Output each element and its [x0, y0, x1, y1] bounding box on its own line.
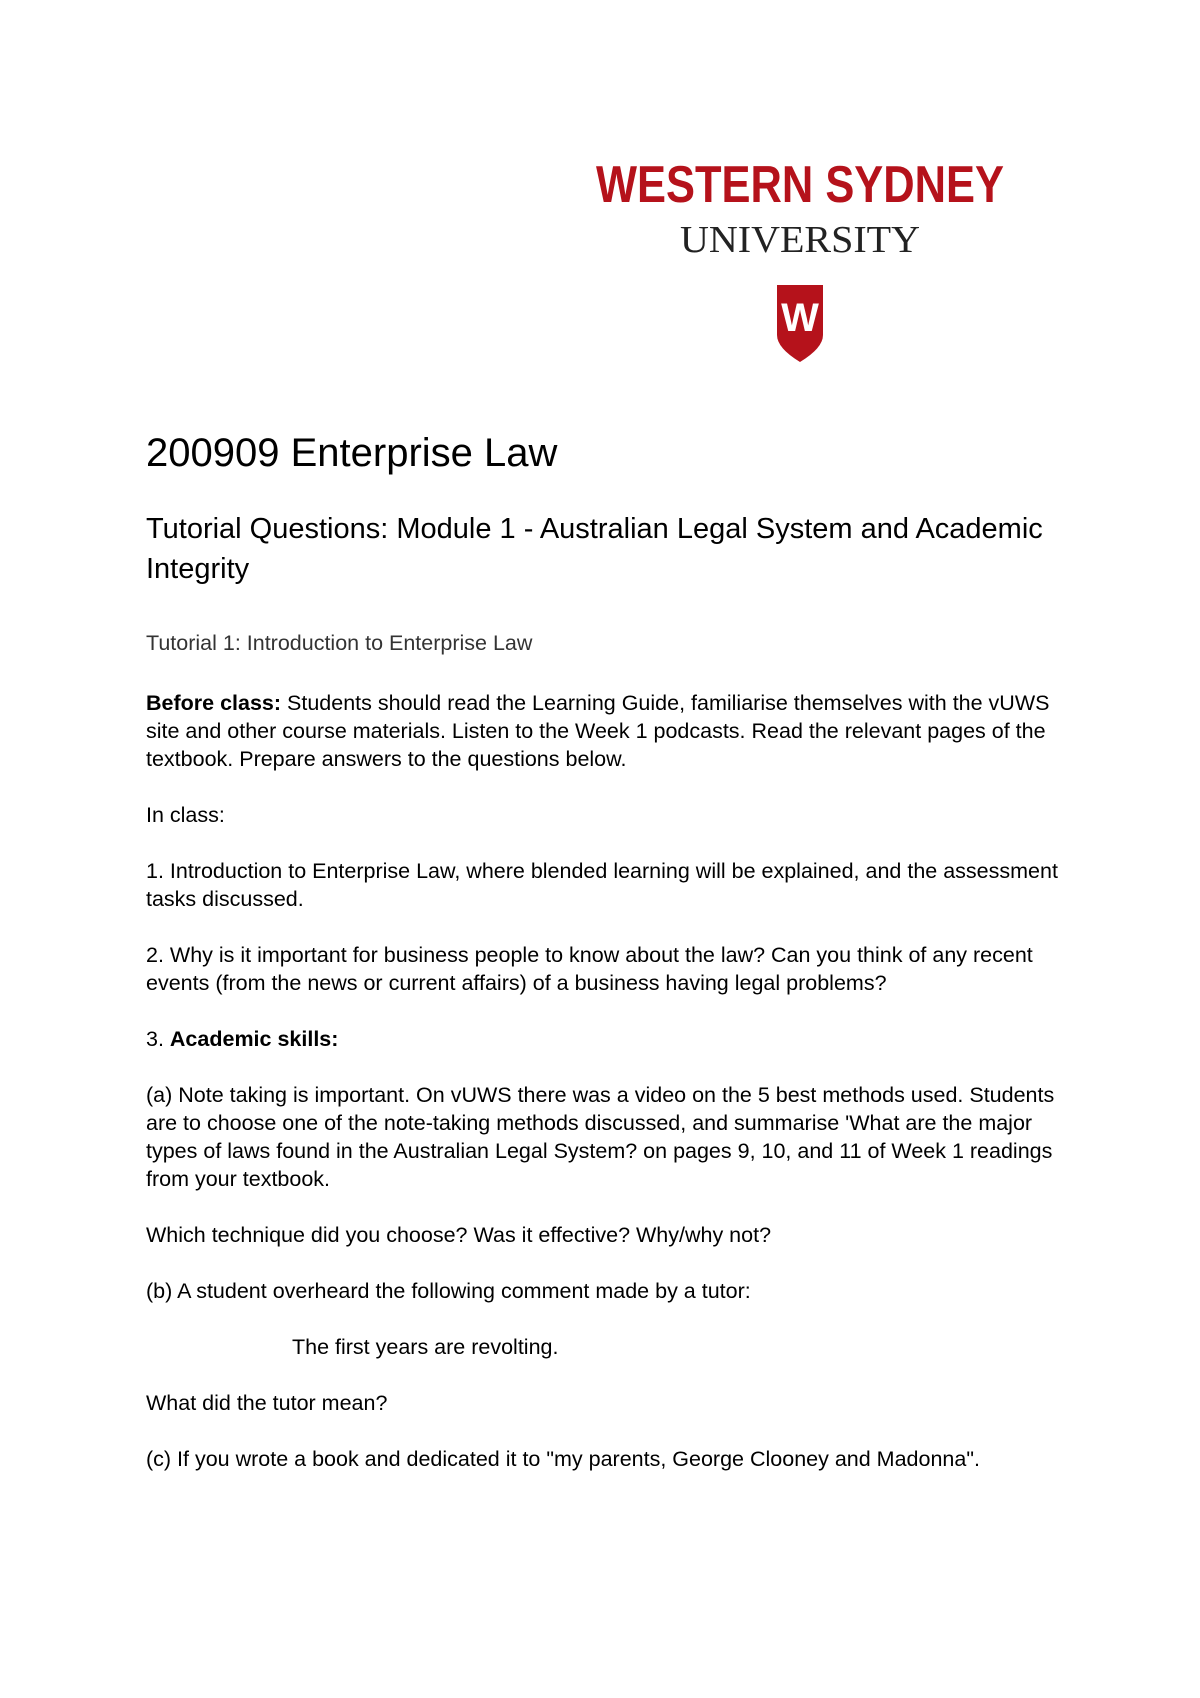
- question-3-number: 3.: [146, 1027, 170, 1051]
- tutor-question: What did the tutor mean?: [146, 1391, 388, 1415]
- shield-letter: W: [781, 296, 819, 340]
- question-3a: (a) Note taking is important. On vUWS there was a video on the 5 best methods used. Students are to choose one of the note-taking methods discussed, and summarise 'What are the major types of laws found in the Australian Legal System? on pages 9, 10, and 11 of Week 1 readings from your textbook.: [146, 1083, 1055, 1191]
- technique-question: Which technique did you choose? Was it effective? Why/why not?: [146, 1223, 772, 1247]
- logo-wordmark-line1: WESTERN SYDNEY: [596, 156, 1004, 214]
- question-2: 2. Why is it important for business people to know about the law? Can you think of any recent events (from the news or current affairs) of a business having legal problems?: [146, 943, 1033, 995]
- question-3c: (c) If you wrote a book and dedicated it to "my parents, George Clooney and Madonna".: [146, 1447, 980, 1471]
- university-logo: [595, 150, 1005, 365]
- module-subtitle: Tutorial Questions: Module 1 - Australian Legal System and Academic Integrity: [146, 513, 1043, 585]
- shield-icon: [777, 285, 823, 362]
- in-class-heading: In class:: [146, 803, 225, 827]
- before-class-paragraph: [146, 689, 1066, 773]
- unit-title: 200909 Enterprise Law: [146, 431, 558, 475]
- document-body: [146, 425, 1066, 1501]
- before-class-label: Before class:: [146, 691, 282, 715]
- question-3-label: Academic skills:: [169, 1027, 339, 1051]
- before-class-text: Students should read the Learning Guide, familiarise themselves with the vUWS site and other course materials. Listen to the Week 1 podcasts. Read the relevant pages of the textbook. Prepare answers to the questions below.: [146, 691, 1050, 771]
- question-3-heading: [146, 1025, 1066, 1053]
- question-3b: (b) A student overheard the following comment made by a tutor:: [146, 1279, 751, 1303]
- tutorial-heading: Tutorial 1: Introduction to Enterprise Law: [146, 631, 533, 655]
- tutor-quote: The first years are revolting.: [292, 1335, 559, 1359]
- question-1: 1. Introduction to Enterprise Law, where blended learning will be explained, and the assessment tasks discussed.: [146, 859, 1058, 911]
- logo-wordmark-line2: UNIVERSITY: [680, 219, 920, 261]
